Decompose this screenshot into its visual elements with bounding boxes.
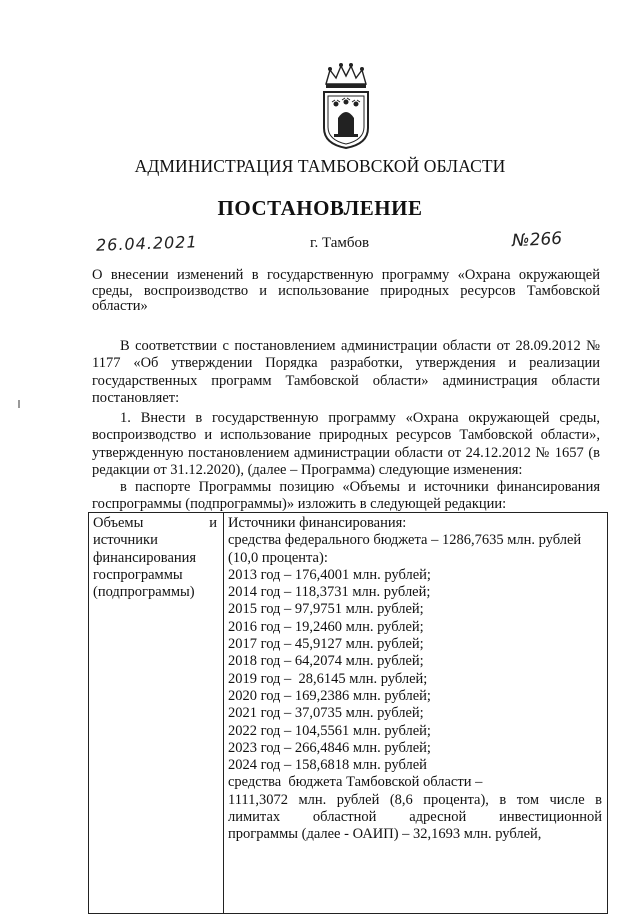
left-line-4: госпрограммы — [93, 566, 183, 583]
year-line: 2021 год – 37,0735 млн. рублей; — [228, 705, 424, 722]
year-line: 2016 год – 19,2460 млн. рублей; — [228, 618, 424, 635]
left-line-1a: Объемы — [93, 515, 144, 531]
table-left-column — [93, 515, 217, 601]
regional-line-1: средства бюджета Тамбовской области – — [228, 774, 483, 791]
left-line-3: финансирования — [93, 549, 197, 566]
year-line: 2018 год – 64,2074 млн. рублей; — [228, 653, 424, 670]
paragraph-passport-text: в паспорте Программы позицию «Объемы и источники финансирования госпрограммы (подпрограммы)» изложить в следующей редакции: — [92, 479, 600, 513]
document-number: №266 — [511, 228, 563, 252]
organization-title: АДМИНИСТРАЦИЯ ТАМБОВСКОЙ ОБЛАСТИ — [134, 156, 506, 176]
regional-line-3: лимитах областной адресной инвестиционной — [228, 809, 602, 826]
regional-line-2: 1111,3072 млн. рублей (8,6 процента), в том числе в — [228, 791, 602, 808]
federal-line-1: средства федерального бюджета – 1286,7635 млн. рублей — [228, 532, 582, 549]
regional-line-4: программы (далее - ОАИП) – 32,1693 млн. рублей, — [228, 826, 542, 843]
paragraph-item-1-text: 1. Внести в государственную программу «Охрана окружающей среды, воспроизводство и использование природных ресурсов Тамбовской области», утвержденную постановлением администрации области от 24.12.2012 № 1657 (в редакции от 31.12.2020), (далее – Программа) следующие изменения: — [92, 410, 600, 478]
table-divider — [223, 513, 224, 913]
paragraph-preamble — [92, 338, 600, 407]
year-line: 2013 год – 176,4001 млн. рублей; — [228, 566, 431, 583]
document-date: 26.04.2021 — [95, 232, 198, 255]
paragraph-item-1 — [92, 410, 600, 479]
left-line-2: источники — [93, 532, 158, 549]
year-line: 2014 год – 118,3731 млн. рублей; — [228, 584, 431, 601]
table-right-column — [228, 515, 602, 844]
year-line: 2020 год – 169,2386 млн. рублей; — [228, 687, 431, 704]
left-line-5: (подпрограммы) — [93, 584, 195, 601]
left-line-1 — [93, 515, 217, 532]
financing-heading: Источники финансирования: — [228, 515, 407, 531]
year-line: 2024 год – 158,6818 млн. рублей — [228, 757, 427, 774]
year-line: 2022 год – 104,5561 млн. рублей; — [228, 722, 431, 739]
margin-mark — [18, 400, 20, 408]
year-line: 2023 год – 266,4846 млн. рублей; — [228, 739, 431, 756]
year-line: 2019 год – 28,6145 млн. рублей; — [228, 670, 428, 687]
document-city: г. Тамбов — [310, 235, 370, 251]
left-line-1b: и — [209, 515, 217, 531]
tambov-coat-of-arms-icon — [318, 62, 374, 150]
paragraph-preamble-text: В соответствии с постановлением администрации области от 28.09.2012 № 1177 «Об утверждении Порядка разработки, утверждения и реализации государственных программ Тамбовской области» администрация области постановляет: — [92, 338, 600, 406]
year-line: 2015 год – 97,9751 млн. рублей; — [228, 601, 424, 618]
paragraph-passport — [92, 479, 600, 514]
federal-line-2: (10,0 процента): — [228, 549, 328, 566]
document-subject: О внесении изменений в государственную программу «Охрана окружающей среды, воспроизводство и использование природных ресурсов Тамбовской области» — [92, 267, 600, 314]
year-line: 2017 год – 45,9127 млн. рублей; — [228, 636, 424, 653]
document-type-heading: ПОСТАНОВЛЕНИЕ — [217, 196, 423, 220]
financing-table — [88, 512, 608, 914]
